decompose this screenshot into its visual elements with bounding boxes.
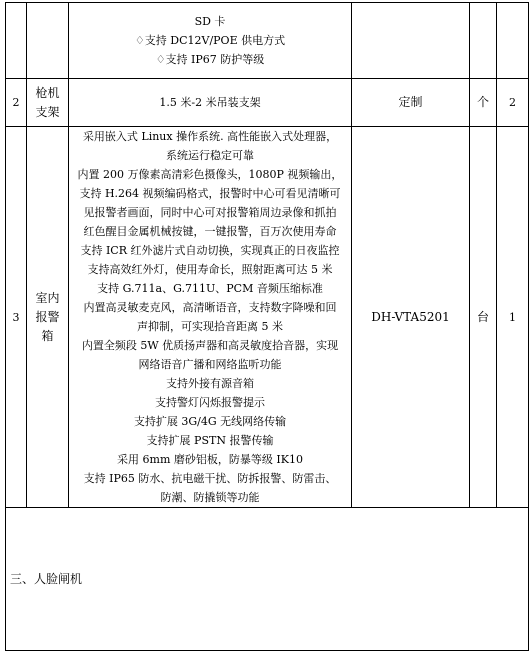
description-line: 内置 200 万像素高清彩色摄像头，1080P 视频输出， [77,168,343,181]
description-line: 支持扩展 3G/4G 无线网络传输 [133,415,287,428]
description-line: 支持 G.711a、G.711U、PCM 音频压缩标准 [97,282,323,295]
description-line: 1.5 米-2 米吊装支架 [159,96,261,109]
item-quantity: 2 [497,79,529,127]
description-line: 红色醒目金属机械按键，一键报警，百万次使用寿命 [83,225,337,238]
description-line: SD 卡 [194,15,226,28]
description-line: ♢支持 DC12V/POE 供电方式 [134,34,286,47]
item-unit: 个 [470,79,497,127]
item-name-line: 报警 [35,309,60,324]
item-name-line: 室内 [35,290,60,305]
item-description [69,3,352,79]
description-line: 采用嵌入式 Linux 操作系统. 高性能嵌入式处理器， [82,130,338,143]
section-row [6,508,529,651]
row-number: 3 [6,127,27,508]
item-unit [470,3,497,79]
description-line: 系统运行稳定可靠 [166,149,254,162]
description-line: 支持 H.264 视频编码格式，报警时中心可看见清晰可 [79,187,341,200]
description-line: 支持警灯闪烁报警提示 [155,396,265,409]
item-unit: 台 [470,127,497,508]
description-line: 防潮、防撬锁等功能 [160,491,260,504]
description-line: 支持外接有源音箱 [166,377,254,390]
description-line: 采用 6mm 磨砂铝板，防暴等级 IK10 [117,453,303,466]
item-description [69,79,352,127]
description-line: 支持 ICR 红外滤片式自动切换，实现真正的日夜监控 [80,244,340,257]
item-name [27,127,69,508]
row-number [6,3,27,79]
item-description [69,127,352,508]
description-line: ♢支持 IP67 防护等级 [155,53,265,66]
item-name-line: 枪机 [35,85,60,100]
description-line: 内置高灵敏麦克风，高清晰语音，支持数字降噪和回 [83,301,337,314]
section-title: 三、人脸闸机 [6,508,529,651]
item-model: DH-VTA5201 [352,127,470,508]
description-line: 声抑制，可实现拾音距离 5 米 [137,320,283,333]
item-model [352,3,470,79]
table-row [6,127,529,508]
item-model: 定制 [352,79,470,127]
item-name [27,3,69,79]
equipment-spec-table [5,2,529,651]
description-line: 内置全频段 5W 优质扬声器和高灵敏度拾音器，实现 [81,339,339,352]
item-quantity [497,3,529,79]
description-line: 支持扩展 PSTN 报警传输 [146,434,274,447]
description-line: 见报警者画面，同时中心可对报警箱周边录像和抓拍 [83,206,337,219]
item-name-line: 箱 [41,328,54,343]
item-quantity: 1 [497,127,529,508]
description-line: 支持 IP65 防水、抗电磁干扰、防拆报警、防雷击、 [83,472,337,485]
item-name [27,79,69,127]
row-number: 2 [6,79,27,127]
table-row [6,79,529,127]
description-line: 支持高效红外灯，使用寿命长，照射距离可达 5 米 [87,263,333,276]
item-name-line: 支架 [35,104,60,119]
table-row [6,3,529,79]
description-line: 网络语音广播和网络监听功能 [138,358,282,371]
